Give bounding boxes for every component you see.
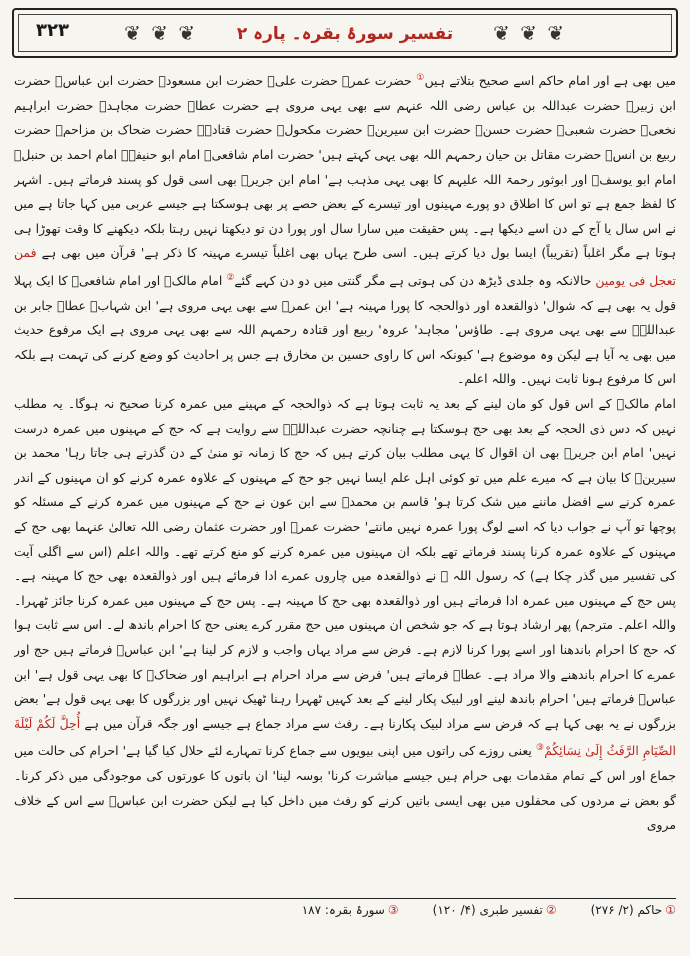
footnote-ref-3[interactable]: ③ [535, 743, 545, 754]
page-title: تفسیر سورۂ بقرہ۔ پارہ ۲ [223, 23, 467, 44]
ornament-right: ❦ ❦ ❦ [493, 21, 566, 45]
paragraph-2 [14, 392, 676, 838]
footnote-text: تفسیر طبری (۴/ ۱۲۰) [432, 903, 543, 917]
text-run: میں بھی ہے اور امام حاکم اسے صحیح بتلاتے ہیں [424, 73, 676, 89]
footnote-item [433, 903, 557, 925]
paragraph-1 [14, 66, 676, 392]
footnote-item [591, 903, 676, 925]
ornament-left: ❦ ❦ ❦ [124, 21, 197, 45]
footnote-number: ① [665, 903, 676, 917]
quran-quote: أُحِلَّ لَكُمْ لَيْلَةَ الصِّيَامِ الرَّفَثُ إِلَىٰ نِسَائِكُمْ [14, 715, 676, 759]
text-run: امام مالکؒ اور امام شافعیؒ کا ایک پہلا قول یہ بھی ہے کہ شوال' ذوالقعدہ اور ذوالحجہ کا پورا مہینہ ہے' ابن عمرؓ سے بھی یہی مروی ہے' ابن شہابؒ عطاؒ جابر بن عبداللہؓ سے بھی یہی مروی ہے۔ طاؤس' مجاہد' عروہ' ربیع اور قتادہ رحمہم اللہ سے بھی یہی مروی ہے ایک مرفوع حدیث میں بھی یہ آیا ہے لیکن وہ موضوع ہے' کیونکہ اس کا راوی حسین بن مخارق ہے جس پر احادیث کو وضع کرنے کی تہمت ہے بلکہ اس کا مرفوع ہونا ثابت نہیں۔ واللہ اعلم۔ [14, 273, 676, 387]
quran-quote: فمن تعجل فی یومین [14, 245, 676, 288]
page-header [12, 8, 678, 58]
footnote-ref-2[interactable]: ② [226, 272, 235, 283]
footnote-item [302, 903, 399, 925]
footnote-number: ③ [387, 903, 399, 917]
text-run: حضرت عمرؓ حضرت علیؓ حضرت ابن مسعودؓ حضرت ابن عباسؓ حضرت ابن زبیرؓ حضرت عبداللہ بن عباس رضی اللہ عنہم سے بھی یہی مروی ہے حضرت عطاؒ حضرت مجاہدؒ حضرت ابراہیم نخعیؒ حضرت شعبیؒ حضرت حسنؒ حضرت ابن سیرینؒ حضرت مکحولؒ حضرت قتادہؒ حضرت ضحاک بن مزاحمؒ حضرت ربیع بن انسؒ حضرت مقاتل بن حیان رحمہم اللہ بھی یہی کہتے ہیں' حضرت امام شافعیؒ امام ابو حنیفہؒ امام احمد بن حنبلؒ امام ابو یوسفؒ اور ابوثور رحمۃ اللہ علیہم کا بھی یہی مذہب ہے' امام ابن جریرؒ بھی اسی قول کو پسند فرماتے ہیں۔ اشہر کا لفظ جمع ہے تو اس کا اطلاق دو پورے مہینوں اور تیسرے کے بعض حصے پر بھی ہوسکتا ہے جیسے عربی میں کہا جاتا ہے میں نے اس سال یا آج کے دن اسے دیکھا ہے۔ پس حقیقت میں سارا سال اور پورا دن تو دیکھتا نہیں رہتا بلکہ دیکھنے کا وقت تھوڑا ہی ہوتا ہے مگر اغلباً (تقریباً) ایسا بول دیا کرتے ہیں۔ اسی طرح یہاں بھی اغلباً تیسرے مہینہ کا ذکر ہے' قرآن میں بھی ہے [14, 73, 676, 261]
body-text [14, 66, 676, 874]
footnote-text: سورۂ بقرہ: ۱۸۷ [301, 903, 385, 917]
footnote-divider [14, 898, 676, 899]
text-run: امام مالکؒ کے اس قول کو مان لینے کے بعد یہ ثابت ہوتا ہے کہ ذوالحجہ کے مہینے میں عمرہ کرنا صحیح نہ ہوگا۔ یہ مطلب نہیں کہ دس ذی الحجہ کے بعد بھی حج ہوسکتا ہے چنانچہ حضرت عبداللہؓ سے روایت ہے کہ حج کے مہینوں میں عمرہ درست نہیں' امام ابن جریرؒ بھی ان اقوال کا یہی مطلب بیان کرتے ہیں کہ حج کا زمانہ تو منیٰ کے دن گذرتے ہی جاتا رہا' محمد بن سیرینؒ کا بیان ہے کہ میرے علم میں تو کوئی اہل علم ایسا نہیں جو حج کے مہینوں کے علاوہ عمرہ کرنے کو ان مہینوں کے اندر عمرہ کرنے سے افضل ماننے میں شک کرتا ہو' قاسم بن محمدؒ سے ابن عون نے حج کے مہینوں میں عمرہ کرنے کے مسئلہ کو پوچھا تو آپ نے جواب دیا کہ اسے لوگ پورا عمرہ نہیں مانتے' حضرت عمرؓ اور حضرت عثمان رضی اللہ تعالیٰ عنہما بھی حج کے مہینوں کے علاوہ عمرہ کرنا پسند فرماتے تھے بلکہ ان مہینوں میں عمرہ کرنے کو منع کرتے تھے۔ واللہ اعلم (اس سے اگلی آیت کی تفسیر میں گذر چکا ہے) کہ رسول اللہ ﷺ نے ذوالقعدہ میں چاروں عمرے ادا فرمائے ہیں اور ذوالقعدہ بھی حج کا مہینہ ہے۔ پس حج کے مہینوں میں عمرہ ادا فرماتے ہیں اور ذوالقعدہ بھی حج کا مہینہ ہے۔ پس حج کے مہینوں میں عمرہ کرنا جائز ٹھہرا۔ واللہ اعلم۔ مترجم) پھر ارشاد ہوتا ہے کہ جو شخص ان مہینوں میں حج مقرر کرے یعنی حج کا احرام باندھ لے۔ اس سے ثابت ہوا کہ حج کا احرام باندھنا اور اسے پورا کرنا لازم ہے۔ فرض سے مراد یہاں واجب و لازم کر لینا ہے' ابن عباسؓ فرماتے ہیں حج اور عمرے کا احرام باندھنے والا مراد ہے۔ عطاؒ فرماتے ہیں' فرض سے مراد احرام ہے ابراہیم اور ضحاکؒ کا بھی یہی قول ہے' ابن عباسؓ فرماتے ہیں' احرام باندھ لینے اور لبیک پکار لینے کے بعد کہیں ٹھہرا رہنا ٹھیک نہیں اور بزرگوں کا بھی یہی قول ہے' بعض بزرگوں نے یہ بھی کہا ہے کہ فرض سے مراد لبیک پکارنا ہے۔ رفث سے مراد جماع ہے جیسے اور جگہ قرآن میں ہے [14, 395, 676, 731]
footnote-number: ② [545, 903, 557, 917]
footnote-text: حاکم (۲/ ۲۷۶) [590, 903, 663, 917]
text-run: یعنی روزے کی راتوں میں اپنی بیویوں سے جماع کرنا تمہارے لئے حلال کیا گیا ہے' احرام کی حالت میں جماع اور اس کے تمام مقدمات بھی حرام ہیں جیسے مباشرت کرنا' بوسہ لینا' ان باتوں کا عورتوں کی موجودگی میں ذکر کرنا۔ گو بعض نے مردوں کی محفلوں میں بھی ایسی باتیں کرنے کو رفث میں داخل کیا ہے لیکن حضرت ابن عباسؓ سے اس کے خلاف مروی [14, 743, 676, 833]
footnotes [14, 903, 676, 925]
text-run: حالانکہ وہ جلدی ڈیڑھ دن کی ہوتی ہے مگر گنتی میں دو دن کہے گئے [234, 273, 592, 288]
page-number: ۳۲۳ [36, 20, 69, 41]
footnote-ref-1[interactable]: ① [415, 73, 425, 83]
